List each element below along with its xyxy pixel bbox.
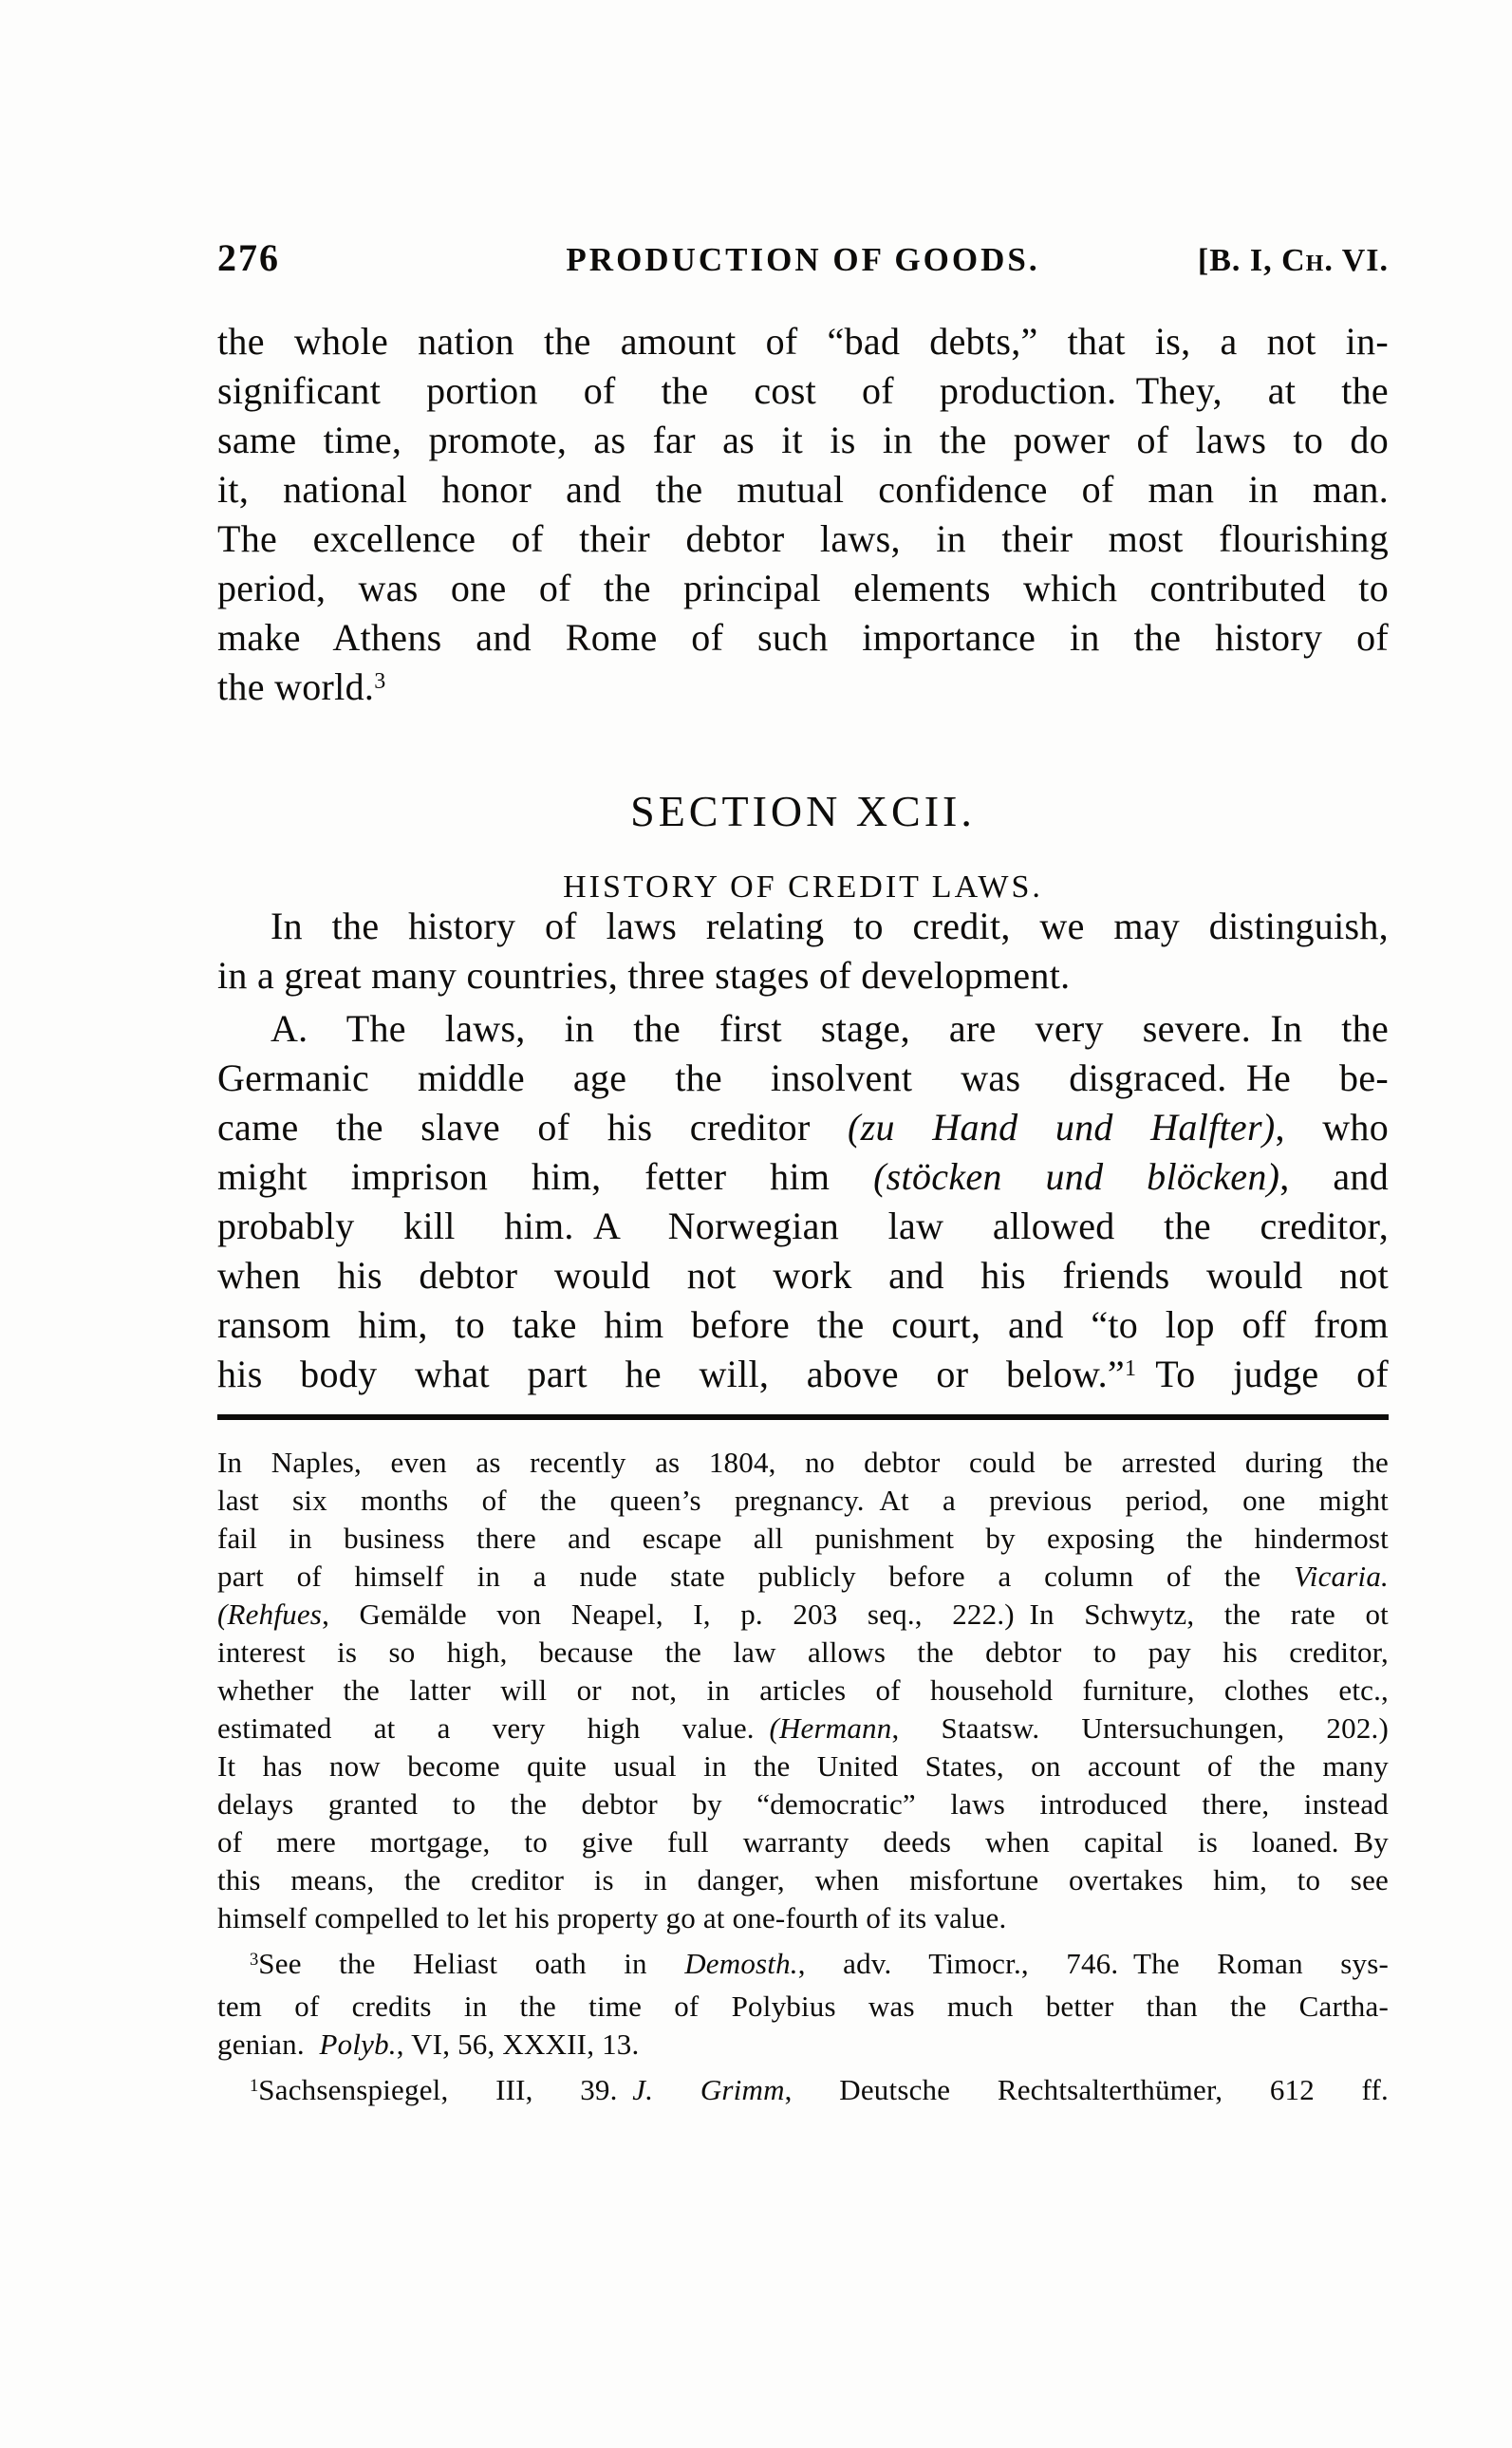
footnote-marker: 3	[374, 669, 386, 695]
text-line	[217, 1444, 1389, 1482]
text-segment: it, national honor and the mutual confidence of man in man.	[217, 468, 1389, 511]
text-line	[217, 1823, 1389, 1861]
text-line	[217, 465, 1389, 514]
text-segment: It has now become quite usual in the United States, on account of the many	[217, 1749, 1389, 1783]
text-segment: might imprison him, fetter him	[217, 1155, 874, 1198]
chapter-reference: [B. I, Ch. VI.	[1197, 243, 1389, 278]
text-segment: , and	[1279, 1155, 1389, 1198]
text-line	[217, 1988, 1389, 2026]
text-segment: , Gemälde von Neapel, I, p. 203 seq., 222.) In Schwytz, the rate ot	[322, 1598, 1389, 1631]
text-segment: delays granted to the debtor by “democratic” laws introduced there, instead	[217, 1787, 1389, 1821]
body-paragraph-first-stage	[217, 1004, 1389, 1405]
body-paragraph-continuation	[217, 317, 1389, 718]
text-segment: estimated at a very high value.	[217, 1711, 770, 1745]
text-line	[217, 416, 1389, 465]
text-segment: make Athens and Rome of such importance in the history of	[217, 616, 1389, 659]
footnote-1	[217, 2071, 1389, 2114]
text-line	[217, 1710, 1389, 1747]
text-segment: The excellence of their debtor laws, in their most flourishing	[217, 517, 1389, 560]
text-line	[217, 1103, 1389, 1152]
italic-text: (zu Hand und Halfter)	[848, 1106, 1276, 1149]
text-line	[217, 1300, 1389, 1350]
text-segment: tem of credits in the time of Polybius was much better than the Cartha-	[217, 1990, 1389, 2023]
text-segment: To judge of	[1135, 1353, 1389, 1395]
text-segment: this means, the creditor is in danger, when misfortune overtakes him, to see	[217, 1863, 1389, 1897]
text-segment: genian.	[217, 2028, 320, 2061]
italic-text: (stöcken und blöcken)	[873, 1155, 1280, 1198]
text-line	[217, 663, 1389, 718]
italic-text: Polyb.	[319, 2028, 397, 2061]
text-line	[217, 1520, 1389, 1558]
text-segment: part of himself in a nude state publicly before a column of the	[217, 1560, 1294, 1593]
text-line	[217, 1634, 1389, 1672]
text-segment: the whole nation the amount of “bad debts,” that is, a not in-	[217, 320, 1389, 363]
footnote-marker: 3	[250, 1950, 259, 1971]
text-segment: of mere mortgage, to give full warranty deeds when capital is loaned. By	[217, 1825, 1389, 1859]
text-segment: fail in business there and escape all punishment by exposing the hindermost	[217, 1522, 1389, 1555]
footnote-block	[217, 1444, 1389, 2114]
text-segment: significant portion of the cost of production. They, at the	[217, 369, 1389, 412]
text-line	[217, 1152, 1389, 1202]
text-line	[217, 1558, 1389, 1596]
text-segment: period, was one of the principal elements which contributed to	[217, 567, 1389, 609]
text-line	[217, 564, 1389, 613]
text-line	[217, 1672, 1389, 1710]
text-segment: when his debtor would not work and his friends would not	[217, 1254, 1389, 1297]
text-segment: In Naples, even as recently as 1804, no debtor could be arrested during the	[217, 1446, 1389, 1479]
text-line	[217, 1004, 1389, 1054]
text-segment: last six months of the queen’s pregnancy. At a previous period, one might	[217, 1484, 1389, 1517]
text-line	[217, 2071, 1389, 2114]
text-segment: whether the latter will or not, in articles of household furniture, clothes etc.,	[217, 1673, 1389, 1707]
italic-text: (Hermann	[769, 1711, 892, 1745]
text-segment: came the slave of his creditor	[217, 1106, 849, 1149]
body-paragraph-intro	[217, 902, 1389, 1000]
page-number: 276	[217, 236, 280, 279]
text-segment: his body what part he will, above or below.”	[217, 1353, 1125, 1395]
text-line	[217, 1861, 1389, 1899]
running-header	[217, 235, 1389, 280]
footnote-continuation	[217, 1444, 1389, 1937]
text-line	[217, 1251, 1389, 1300]
text-line	[217, 366, 1389, 416]
section-subheading: HISTORY OF CREDIT LAWS.	[563, 869, 1043, 905]
italic-text: J. Grimm	[632, 2073, 785, 2106]
text-segment: Sachsenspiegel, III, 39.	[258, 2073, 633, 2106]
text-segment: interest is so high, because the law allows the debtor to pay his creditor,	[217, 1635, 1389, 1669]
text-line	[217, 1945, 1389, 1988]
text-line	[217, 317, 1389, 366]
text-segment: ransom him, to take him before the court, and “to lop off from	[217, 1303, 1389, 1346]
text-line	[217, 514, 1389, 564]
text-line	[217, 1202, 1389, 1251]
text-segment: in a great many countries, three stages of development.	[217, 954, 1071, 997]
text-segment: himself compelled to let his property go at one-fourth of its value.	[217, 1901, 1007, 1934]
text-segment: , Staatsw. Untersuchungen, 202.)	[891, 1711, 1389, 1745]
footnote-3	[217, 1945, 1389, 2064]
text-line	[217, 2026, 1389, 2064]
text-segment: , adv. Timocr., 746. The Roman sys-	[797, 1947, 1389, 1980]
text-line	[217, 1899, 1389, 1937]
section-heading: SECTION XCII.	[630, 787, 976, 836]
text-line	[217, 1785, 1389, 1823]
footnote-divider-rule	[217, 1414, 1389, 1420]
footnote-marker: 1	[250, 2076, 259, 2097]
text-segment: See the Heliast oath in	[258, 1947, 685, 1980]
text-line	[217, 1350, 1389, 1405]
text-line	[217, 951, 1389, 1000]
text-segment: , who	[1275, 1106, 1389, 1149]
running-title: PRODUCTION OF GOODS.	[566, 241, 1040, 278]
text-segment: In the history of laws relating to credit, we may distinguish,	[271, 905, 1389, 947]
text-line	[217, 613, 1389, 663]
text-line	[217, 1747, 1389, 1785]
text-segment: probably kill him. A Norwegian law allowed the creditor,	[217, 1205, 1389, 1247]
italic-text: Demosth.	[684, 1947, 798, 1980]
text-segment: , Deutsche Rechtsalterthümer, 612 ff.	[784, 2073, 1389, 2106]
text-segment: A. The laws, in the first stage, are very severe. In the	[271, 1007, 1389, 1050]
text-segment: , VI, 56, XXXII, 13.	[396, 2028, 640, 2061]
text-segment: Germanic middle age the insolvent was disgraced. He be-	[217, 1056, 1389, 1099]
italic-text: Vicaria.	[1293, 1560, 1389, 1593]
text-line	[217, 902, 1389, 951]
text-line	[217, 1482, 1389, 1520]
footnote-marker: 1	[1124, 1356, 1136, 1382]
italic-text: (Rehfues	[217, 1598, 323, 1631]
text-line	[217, 1596, 1389, 1634]
text-line	[217, 1054, 1389, 1103]
text-segment: the world.	[217, 665, 375, 708]
text-segment: same time, promote, as far as it is in the power of laws to do	[217, 419, 1389, 461]
